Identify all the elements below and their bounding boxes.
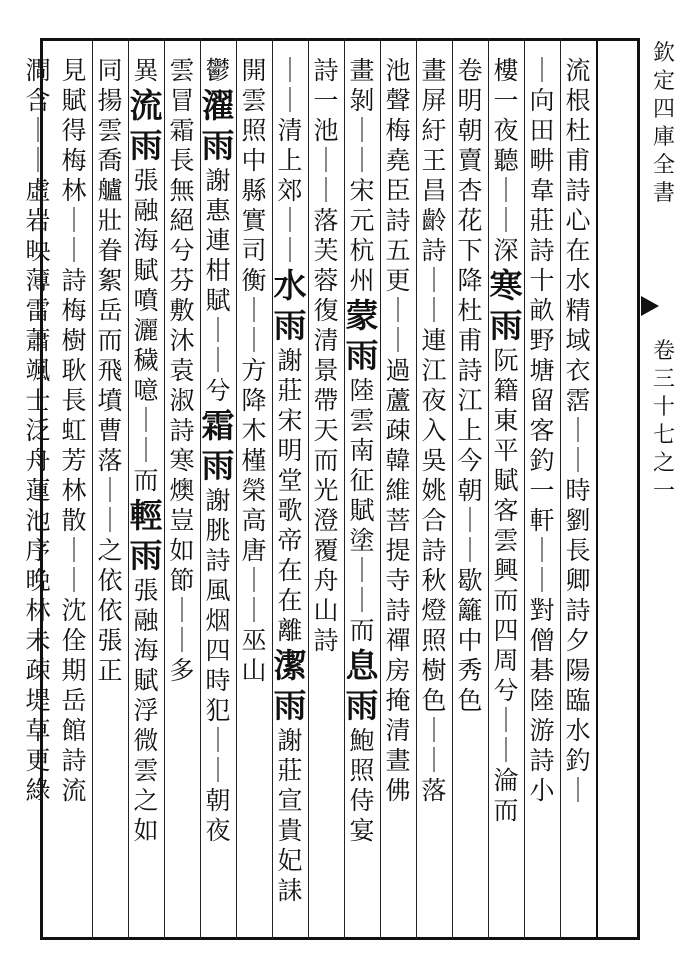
text-segment: 異 (133, 56, 159, 85)
text-segment: 高唐｜｜巫山 (241, 506, 267, 685)
text-column (56, 56, 92, 936)
text-segment: 見賦得梅林｜｜詩梅樹耿長虹芳林散｜｜沈佺期岳館詩流 (61, 56, 87, 805)
text-segment: 池聲梅堯臣詩五更｜｜過蘆疎韓維菩提寺詩禪房掩清晝佛 (385, 56, 411, 805)
text-segment: 陸雲南征賦塗｜｜而 (349, 376, 375, 645)
text-column (488, 56, 524, 936)
entry-heading: 流雨 (129, 86, 163, 165)
text-segment: ｜向田畊韋莊詩十畝野塘留客釣一軒｜｜對僧碁陸游詩小 (529, 56, 555, 805)
text-column (308, 56, 344, 936)
text-segment: 開雲照中縣 (241, 56, 267, 205)
text-segment: 謝莊宣貴妃誄 (277, 726, 303, 905)
entry-heading: 霜雨 (201, 406, 235, 485)
text-segment: 阮籍東平賦客雲興而四周兮｜｜淪而 (493, 346, 519, 825)
text-segment: 樓一夜聽｜｜深 (493, 56, 519, 265)
text-column (20, 56, 56, 936)
text-segment: 沐袁淑詩寒燠豈如節｜｜多 (169, 326, 195, 685)
text-column (452, 56, 488, 936)
text-column (92, 56, 128, 936)
text-segment: 謝朓詩風烟四時犯｜｜朝夜 (205, 486, 231, 845)
entry-heading: 息雨 (345, 646, 379, 725)
text-segment: 揚雲喬艫壯眷絮岳而飛墳 (97, 86, 123, 415)
text-segment: 同 (97, 56, 123, 85)
text-column (200, 56, 236, 936)
entry-heading: 寒雨 (489, 266, 523, 345)
text-segment: 鬱 (205, 56, 231, 85)
text-segment: 雲 (169, 56, 195, 85)
text-segment: 張融海賦浮微雲之如 (133, 576, 159, 845)
text-column (272, 56, 308, 936)
entry-heading: 濯雨 (201, 86, 235, 165)
text-column (164, 56, 200, 936)
text-segment: 流根杜甫詩心在水精域衣霑 (565, 56, 591, 415)
entry-heading: 蒙雨 (345, 296, 379, 375)
column-divider (596, 38, 598, 940)
text-segment: 謝莊宋明堂歌帝在在離 (277, 346, 303, 645)
text-segment: 下降杜甫詩江上今朝｜｜歇籬中秀色 (457, 236, 483, 715)
text-column (344, 56, 380, 936)
text-column (380, 56, 416, 936)
text-segment: 覆舟山詩 (313, 536, 339, 655)
text-column (524, 56, 560, 936)
text-segment: 復清景帶天而光澄 (313, 296, 339, 535)
text-segment: 冒霜長無絕兮芬敷 (169, 86, 195, 325)
entry-heading: 輕雨 (129, 496, 163, 575)
text-segment: 畫屏紆王昌齡詩｜｜連江夜入吳姚合詩秋燈照樹色｜｜落 (421, 56, 447, 805)
text-column (560, 56, 596, 936)
page-margin-label (644, 40, 684, 600)
book-title: 欽定四庫全書 (652, 41, 675, 206)
text-segment: ｜｜時劉長卿詩夕陽臨水釣｜ (565, 416, 591, 805)
text-segment: 畫剝｜｜宋元杭州 (349, 56, 375, 295)
text-column (236, 56, 272, 936)
text-segment: 詩一池｜｜落芙蓉 (313, 56, 339, 295)
text-column (416, 56, 452, 936)
entry-heading: 潔雨 (273, 646, 307, 725)
text-segment: ｜｜清上郊｜｜ (277, 56, 303, 265)
text-segment: 張融海賦噴灑穢噫｜｜而 (133, 166, 159, 495)
text-segment: 實司衡｜｜方降木槿榮 (241, 206, 267, 505)
text-segment: 卷明朝賣杏花 (457, 56, 483, 235)
text-segment: 鮑照侍宴 (349, 726, 375, 845)
text-segment: 謝惠連柑賦｜｜兮 (205, 166, 231, 405)
entry-heading: 水雨 (273, 266, 307, 345)
text-segment: 曹落｜｜之依依張正 (97, 416, 123, 685)
text-segment: 澗含｜｜虛岩映薄雷蕭颯士泛舟蓮池序晚林未疎堤草更綠 (25, 56, 51, 805)
volume-label: 卷三十七之一 (652, 339, 675, 504)
text-column (128, 56, 164, 936)
